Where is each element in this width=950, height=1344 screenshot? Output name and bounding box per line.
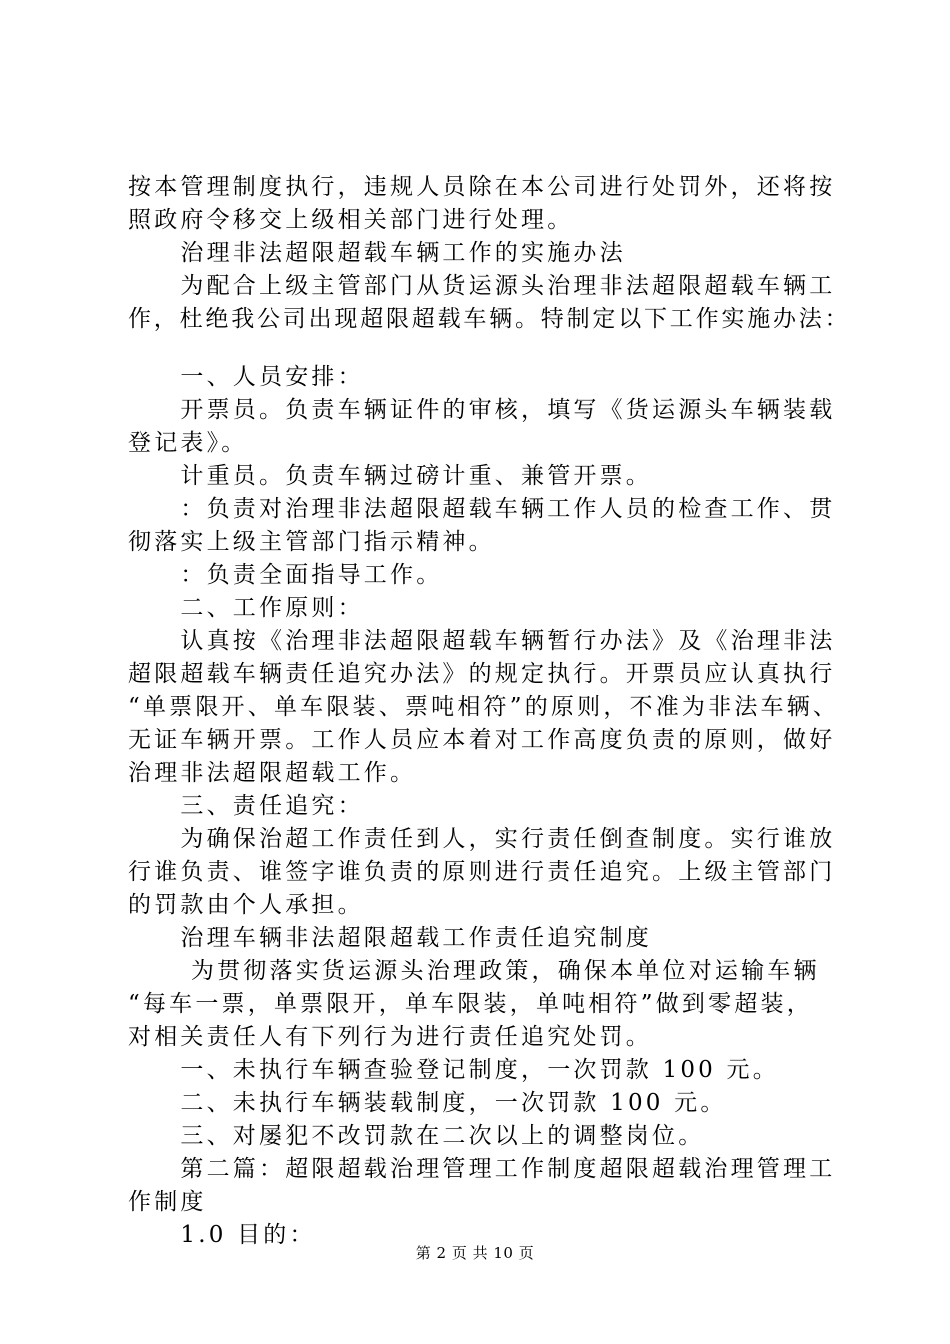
- body-line: 按本管理制度执行，违规人员除在本公司进行处罚外，还将按: [128, 174, 836, 200]
- body-line: “单票限开、单车限装、票吨相符”的原则，不准为非法车辆、: [128, 694, 840, 720]
- body-line: 的罚款由个人承担。: [128, 892, 364, 918]
- page-footer: 第 2 页 共 10 页: [415, 1244, 535, 1262]
- body-line: 彻落实上级主管部门指示精神。: [128, 529, 495, 555]
- section-heading: 二、工作原则：: [128, 595, 364, 621]
- body-line: 无证车辆开票。工作人员应本着对工作高度负责的原则，做好: [128, 727, 836, 753]
- body-line: ：负责全面指导工作。: [128, 562, 443, 588]
- body-line: 计重员。负责车辆过磅计重、兼管开票。: [128, 463, 652, 489]
- body-line: 行谁负责、谁签字谁负责的原则进行责任追究。上级主管部门: [128, 859, 836, 885]
- body-line: 作，杜绝我公司出现超限超载车辆。特制定以下工作实施办法：: [128, 306, 851, 332]
- section-heading: 三、责任追究：: [128, 793, 364, 819]
- body-line: 认真按《治理非法超限超载车辆暂行办法》及《治理非法: [128, 628, 836, 654]
- body-line: 超限超载车辆责任追究办法》的规定执行。开票员应认真执行: [128, 661, 836, 687]
- body-line: 开票员。负责车辆证件的审核，填写《货运源头车辆装载: [128, 397, 836, 423]
- body-line: 为贯彻落实货运源头治理政策，确保本单位对运输车辆: [128, 958, 820, 984]
- body-line: 为确保治超工作责任到人，实行责任倒查制度。实行谁放: [128, 826, 836, 852]
- body-line: 作制度: [128, 1189, 207, 1215]
- body-line: 二、未执行车辆装载制度，一次罚款 100 元。: [128, 1090, 727, 1116]
- section-heading: 治理非法超限超载车辆工作的实施办法: [128, 240, 626, 266]
- body-line: 照政府令移交上级相关部门进行处理。: [128, 207, 574, 233]
- section-heading: 一、人员安排：: [128, 364, 364, 390]
- section-heading: 第二篇：超限超载治理管理工作制度超限超载治理管理工: [128, 1156, 836, 1182]
- body-line: ：负责对治理非法超限超载车辆工作人员的检查工作、贯: [128, 496, 836, 522]
- section-heading: 治理车辆非法超限超载工作责任追究制度: [128, 925, 652, 951]
- body-line: 治理非法超限超载工作。: [128, 760, 417, 786]
- body-line: 登记表》。: [128, 430, 248, 456]
- body-line: 1.0 目的：: [128, 1222, 316, 1248]
- body-line: “每车一票，单票限开，单车限装，单吨相符”做到零超装，: [128, 991, 813, 1017]
- body-line: 对相关责任人有下列行为进行责任追究处罚。: [128, 1024, 652, 1050]
- body-line: 为配合上级主管部门从货运源头治理非法超限超载车辆工: [128, 273, 836, 299]
- body-line: 三、对屡犯不改罚款在二次以上的调整岗位。: [128, 1123, 705, 1149]
- body-line: 一、未执行车辆查验登记制度，一次罚款 100 元。: [128, 1057, 779, 1083]
